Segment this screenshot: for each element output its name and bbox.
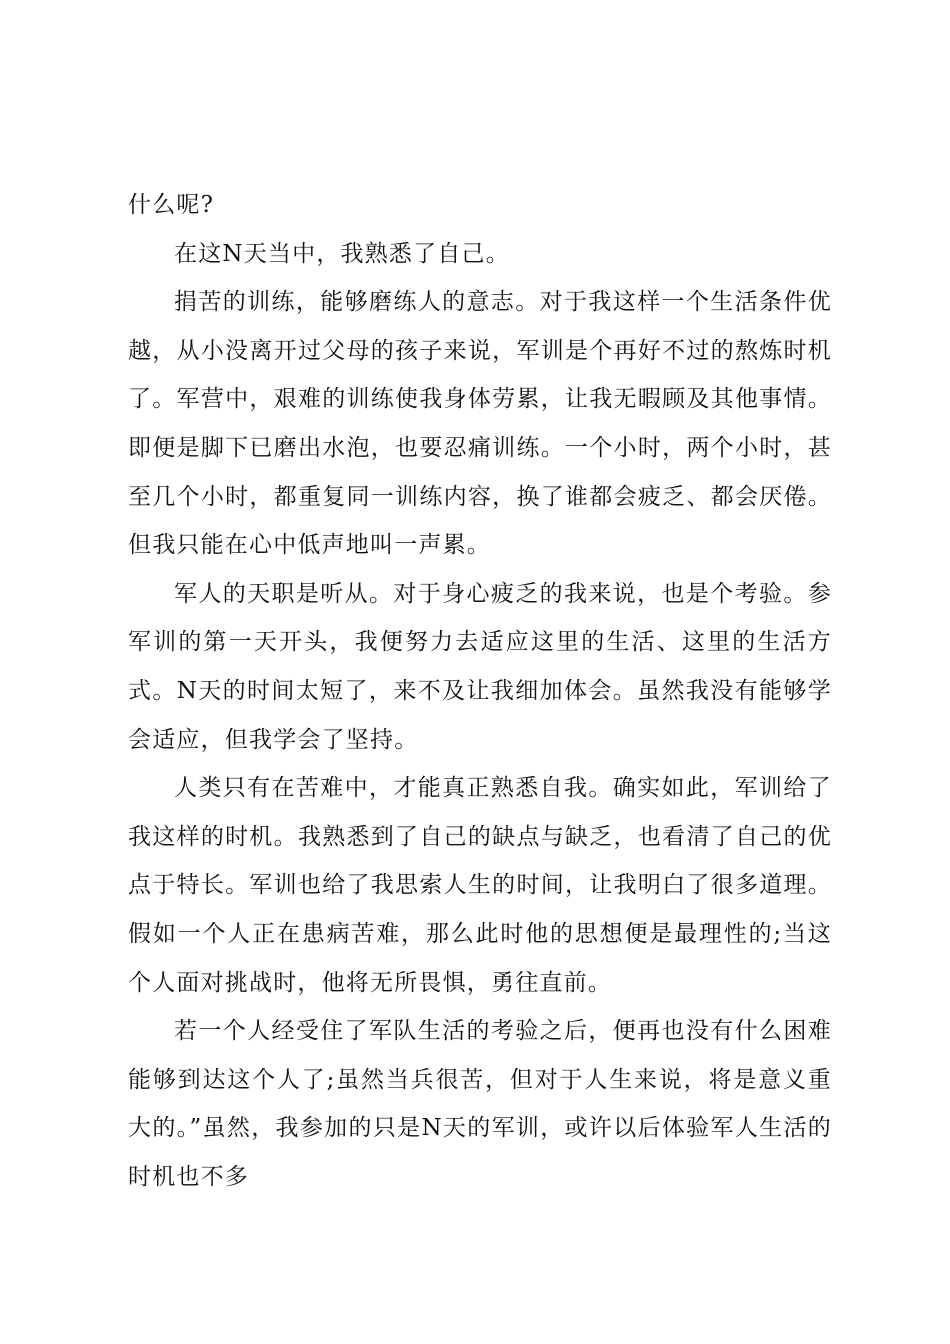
paragraph-continuation: 什么呢?: [128, 192, 215, 218]
paragraph-2: 捐苦的训练，能够磨练人的意志。对于我这样一个生活条件优越，从小没离开过父母的孩子来说，军训是个再好不过的熬炼时机了。军营中，艰难的训练使我身体劳累，让我无暇顾及其他事情。即便是脚下已磨出水泡，也要忍痛训练。一个小时，两个小时，甚至几个小时，都重复同一训练内容，换了谁都会疲乏、都会厌倦。但我只能在心中低声地叫一声累。: [128, 289, 832, 559]
body-text: [128, 181, 832, 1201]
paragraph-3: 军人的天职是听从。对于身心疲乏的我来说，也是个考验。参军训的第一天开头，我便努力去适应这里的生活、这里的生活方式。N天的时间太短了，来不及让我细加体会。虽然我没有能够学会适应，但我学会了坚持。: [128, 580, 832, 753]
paragraph-5: 若一个人经受住了军队生活的考验之后，便再也没有什么困难能够到达这个人了;虽然当兵很苦，但对于人生来说，将是意义重大的。”虽然，我参加的只是N天的军训，或许以后体验军人生活的时机也不多: [128, 1018, 832, 1190]
paragraph-1: 在这N天当中，我熟悉了自己。: [174, 240, 510, 267]
paragraph-4: 人类只有在苦难中，才能真正熟悉自我。确实如此，军训给了我这样的时机。我熟悉到了自己的缺点与缺乏，也看清了自己的优点于特长。军训也给了我思索人生的时间，让我明白了很多道理。假如一个人正在患病苦难，那么此时他的思想便是最理性的;当这个人面对挑战时，他将无所畏惧，勇往直前。: [128, 775, 832, 996]
